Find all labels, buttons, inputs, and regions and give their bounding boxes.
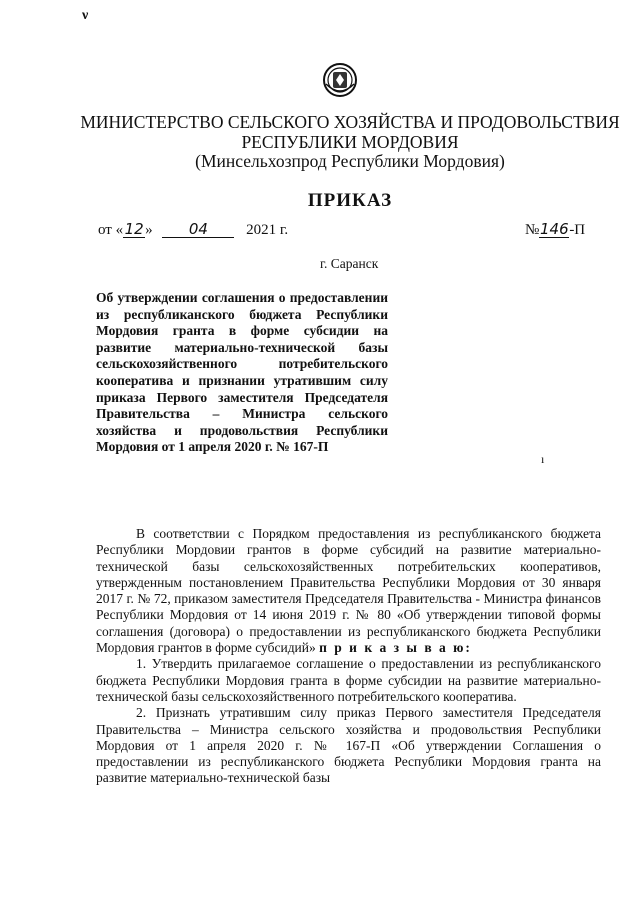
item-2-paragraph: 2. Признать утратившим силу приказ Первого заместителя Председателя Правительства – Министра сельского хозяйства и продовольствия Республики Мордовия от 1 апреля 2020 г. № 167-П «Об утверждении Соглашения о предоставлении из республиканского бюджета Республики Мордовия гранта на развитие материально-технической базы: [96, 705, 601, 786]
corner-mark: ν: [82, 8, 89, 23]
date-prefix: от «: [98, 222, 124, 238]
preamble-text: В соответствии с Порядком предоставления из республиканского бюджета Республики Мордовии грантов в форме субсидий на развитие материально-технической базы сельскохозяйственных потребительских кооперативов, утвержденным постановлением Правительства Республики Мордовия от 30 января 2017 г. № 72, приказом заместителя Председателя Правительства - Министра финансов Республики Мордовия от 14 июня 2019 г. № 80 «Об утверждении типовой формы соглашения (договора) о предоставлении из республиканского бюджета Республики Мордовия грантов в форме субсидий»: [96, 526, 601, 656]
number-prefix: №: [525, 222, 540, 238]
item-1-paragraph: 1. Утвердить прилагаемое соглашение о предоставлении из республиканского бюджета Республики Мордовия гранта в форме субсидии на развитие материально-технической базы сельскохозяйственного потребительского кооператива.: [96, 656, 601, 704]
document-type-title: ПРИКАЗ: [307, 190, 393, 211]
number-value: 146: [539, 220, 569, 238]
number-suffix: -П: [569, 222, 586, 238]
order-body: [96, 526, 601, 787]
date-mid: »: [145, 222, 153, 238]
date-year: 2021 г.: [246, 222, 289, 238]
stray-mark: ı: [541, 452, 545, 466]
order-number: [525, 221, 585, 239]
date-month: 04: [162, 221, 234, 238]
coat-of-arms-emblem-icon: [322, 62, 358, 98]
date-day: 12: [124, 220, 144, 238]
ministry-name: МИНИСТЕРСТВО СЕЛЬСКОГО ХОЗЯЙСТВА И ПРОДОВОЛЬСТВИЯ РЕСПУБЛИКИ МОРДОВИЯ: [80, 112, 620, 152]
order-word: п р и к а з ы в а ю:: [319, 640, 472, 656]
order-date: [98, 221, 288, 239]
city-name: г. Саранск: [320, 256, 379, 271]
preamble-paragraph: [96, 526, 601, 656]
order-subject: Об утверждении соглашения о предоставлении из республиканского бюджета Республики Мордовия гранта в форме субсидии на развитие материально-технической базы сельскохозяйственного потребительского кооператива и признании утратившим силу приказа Первого заместителя Председателя Правительства – Министра сельского хозяйства и продовольствия Республики Мордовия от 1 апреля 2020 г. № 167-П: [96, 290, 388, 455]
ministry-short-name: (Минсельхозпрод Республики Мордовия): [195, 151, 505, 171]
